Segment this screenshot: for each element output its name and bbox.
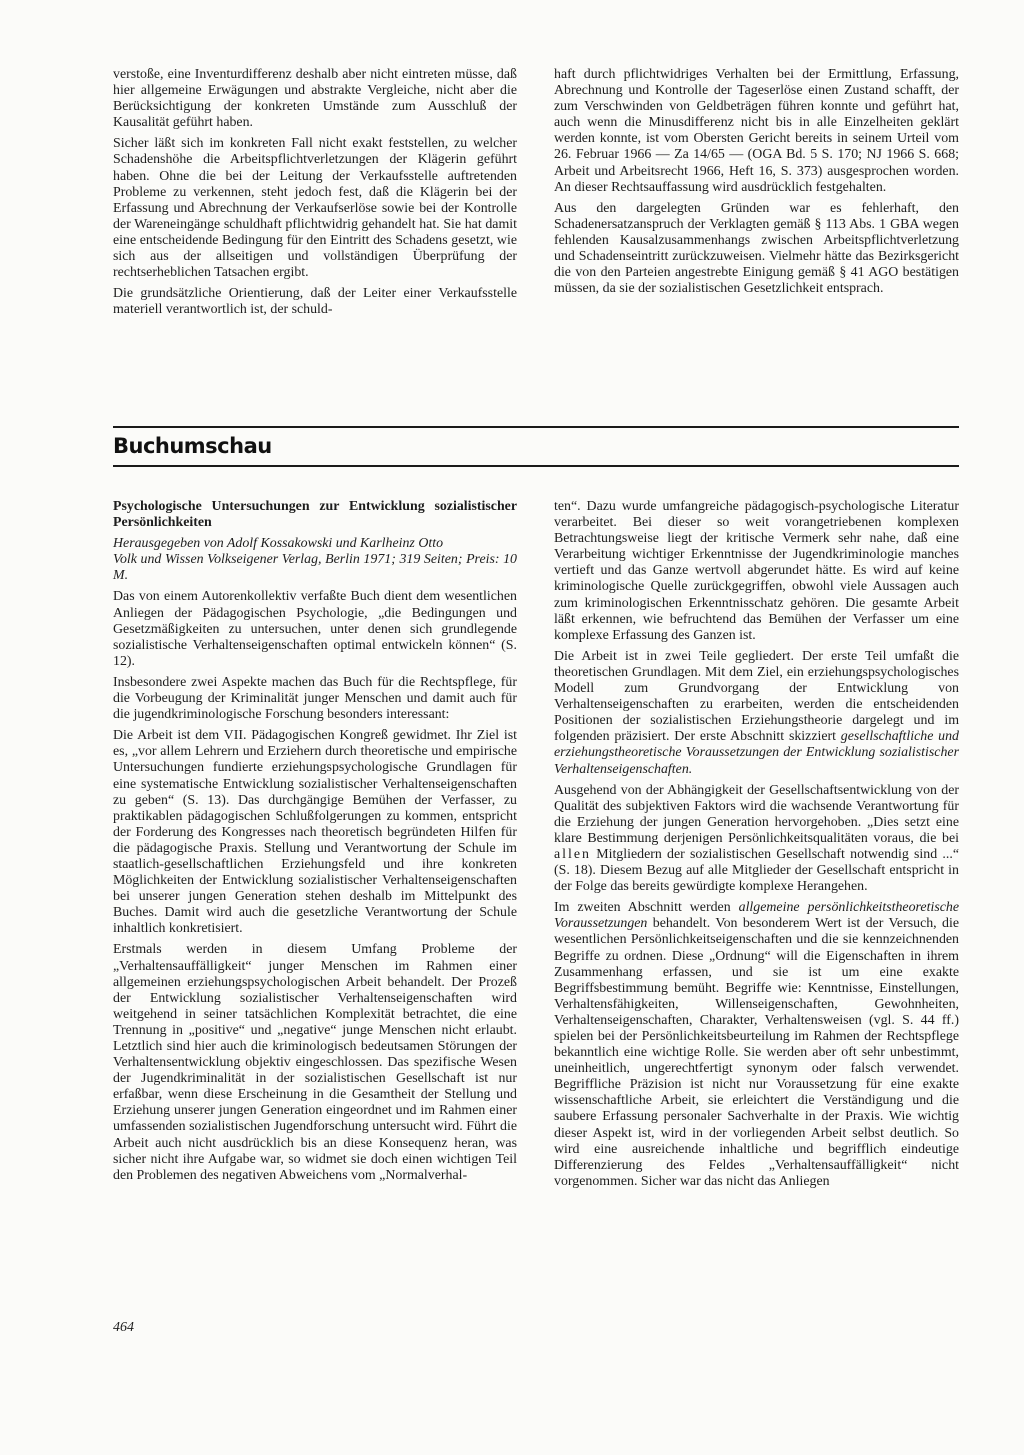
paragraph: Aus den dargelegten Gründen war es fehlerhaft, den Schadenersatzanspruch der Verklagten gemäß § 113 Abs. 1 GBA wegen fehlenden Kausalzusammenhangs zwischen Arbeitspflichtverletzung und Schadenseintritt zurückzuweisen. Vielmehr hätte das Bezirksgericht die von den Parteien angestrebte Einigung gemäß § 41 AGO bestätigen müssen, da sie der sozialistischen Gesetzlichkeit entsprach. (554, 200, 959, 297)
paragraph (554, 783, 959, 896)
paragraph: Die Arbeit ist dem VII. Pädagogischen Kongreß gewidmet. Ihr Ziel ist es, „vor allem Lehrern und Erziehern durch theoretische und empirische Untersuchungen fundierte erziehungspsychologische Grundlagen für eine systematische Entwicklung sozialistischer Verhaltenseigenschaften zu geben“ (S. 13). Das durchgängige Bemühen der Verfasser, zu praktikablen pädagogischen Schlußfolgerungen zu kommen, entspricht der Forderung des Kongresses nach theoretisch begründeten Hilfen für die pädagogische Praxis. Stellung und Verantwortung der Schule im staatlich-gesellschaftlichen Erziehungsfeld und ihre konkreten Möglichkeiten der Entwicklung sozialistischer Verhaltenseigenschaften bei unserer jungen Generation stehen deshalb im Mittelpunkt des Buches. Damit wird auch die gesetzliche Verantwortung der Schule inhaltlich konkretisiert. (113, 728, 517, 937)
emphasis-text: allgemeine persönlichkeitstheoretische Voraussetzungen (554, 900, 959, 932)
section-rule-bottom (113, 465, 959, 467)
paragraph-text: Die Arbeit ist in zwei Teile gegliedert. Der erste Teil umfaßt die theoretischen Grundlagen. Mit dem Ziel, ein erziehungspsychologisches Modell zum Grundvorgang der Entwicklung von Verhaltenseigenschaften zu erarbeiten, werden die entscheidenden Positionen der sozialistischen Erziehungstheorie dargelegt und im folgenden präzisiert. Der erste Abschnitt skizziert (554, 648, 959, 745)
section-heading: Buchumschau (113, 434, 272, 458)
paragraph: Insbesondere zwei Aspekte machen das Buch für die Rechtspflege, für die Vorbeugung der Kriminalität junger Menschen und damit auch für die jugendkriminologische Forschung besonders interessant: (113, 674, 517, 723)
paragraph-text: behandelt. Von besonderem Wert ist der Versuch, die wesentlichen Persönlichkeitseigenschaften und die sie kennzeichnenden Begriffe zu ordnen. Diese „Ordnung“ will die Eigenschaften in ihrem Zusammenhang erfassen, und sie ist um eine exakte Begriffsbestimmung bemüht. Begriffe wie: Kenntnisse, Einstellungen, Verhaltensfähigkeiten, Willenseigenschaften, Gewohnheiten, Verhaltenseigenschaften, Charakter, Verhaltensweisen (vgl. S. 44 ff.) spielen bei der Persönlichkeitsbeurteilung im Rahmen der Rechtspflege bekanntlich eine wichtige Rolle. Sie werden aber oft sehr unbestimmt, uneinheitlich, ungerechtfertigt synonym oder falsch verwendet. Begriffliche Präzision ist nicht nur Voraussetzung für eine exakte wissenschaftliche Arbeit, sie erleichtert die Verständigung und die saubere Erfassung personaler Sachverhalte in der Praxis. Wie wichtig dieser Aspekt ist, wird in der vorliegenden Arbeit selbst deutlich. So wird eine ausreichende inhaltliche und begrifflich eindeutige Differenzierung des Feldes „Verhaltensauffälligkeit“ nicht vorgenommen. Sicher war das nicht das Anliegen (554, 916, 959, 1189)
paragraph: verstoße, eine Inventurdifferenz deshalb aber nicht eintreten müsse, daß hier allgemeine Erwägungen und abstrakte Vergleiche, nicht aber die Berücksichtigung der konkreten Umstände zum Ausschluß der Kausalität geführt haben. (113, 67, 517, 131)
paragraph: Die grundsätzliche Orientierung, daß der Leiter einer Verkaufsstelle materiell verantwortlich ist, der schuld- (113, 286, 517, 318)
paragraph (554, 900, 959, 1190)
book-publisher: Volk und Wissen Volkseigener Verlag, Berlin 1971; 319 Seiten; Preis: 10 M. (113, 552, 517, 584)
top-right-column (554, 67, 959, 302)
paragraph: Erstmals werden in diesem Umfang Probleme der „Verhaltensauffälligkeit“ junger Menschen im Rahmen einer allgemeinen erziehungspsychologischen Arbeit behandelt. Der Prozeß der Entwicklung sozialistischer Verhaltenseigenschaften wird weitgehend in seiner tatsächlichen Komplexität betrachtet, die eine Trennung in „positive“ und „negative“ junge Menschen nicht erlaubt. Letztlich sind hier auch die kriminologisch bedeutsamen Störungen der Verhaltensentwicklung objektiv eingeschlossen. Das spezifische Wesen der Jugendkriminalität in der sozialistischen Gesellschaft ist nur erfaßbar, wenn diese Erscheinung in die Gesamtheit der Stellung und Erziehung unserer jungen Generation eingeordnet und im Rahmen einer umfassenden sozialistischen Jugendforschung untersucht wird. Führt die Arbeit auch nicht ausdrücklich bis an diese Konsequenz heran, was sicher nicht ihre Aufgabe war, so widmet sie doch einen wichtigen Teil den Problemen des negativen Abweichens vom „Normalverhal- (113, 942, 517, 1183)
paragraph-text: Ausgehend von der Abhängigkeit der Gesellschaftsentwicklung von der Qualität des subjektiven Faktors wird die wachsende Verantwortung für die Erziehung der jungen Generation hervorgehoben. „Dies setzt eine klare Bestimmung derjenigen Persönlichkeitsqualitäten voraus, die bei (554, 782, 959, 846)
book-editors: Herausgegeben von Adolf Kossakowski und Karlheinz Otto (113, 536, 444, 552)
review-left-column (113, 499, 517, 1189)
top-left-column (113, 67, 517, 323)
paragraph: haft durch pflichtwidriges Verhalten bei der Ermittlung, Erfassung, Abrechnung und Kontrolle der Tageserlöse einen Zustand schafft, der zum Verschwinden von Geldbeträgen führen konnte und geführt hat, auch wenn die Minusdifferenz nicht bis in alle Einzelheiten geklärt werden konnte, ist vom Obersten Gericht bereits in seinem Urteil vom 26. Februar 1966 — Za 14/65 — (OGA Bd. 5 S. 170; NJ 1966 S. 668; Arbeit und Arbeitsrecht 1966, Heft 16, S. 373) ausgesprochen worden. An dieser Rechtsauffassung wird ausdrücklich festgehalten. (554, 67, 959, 195)
spaced-emphasis-text: allen (554, 846, 591, 862)
paragraph-text: Mitgliedern der sozialistischen Gesellschaft notwendig sind ...“ (S. 18). Diesem Bezug auf alle Mitglieder der Gesellschaft entspricht in der Folge das bereits gewürdigte komplexe Herangehen. (554, 846, 959, 895)
paragraph: ten“. Dazu wurde umfangreiche pädagogisch-psychologische Literatur verarbeitet. Bei dieser so weit vorangetriebenen komplexen Betrachtungsweise liegt der kritische Vermerk sehr nahe, daß eine Verarbeitung wichtiger Erkenntnisse der Jugendkriminologie manches vertieft und das Ganze wertvoll abgerundet hätte. Es wird auf keine kriminologische Quelle zurückgegriffen, obwohl viele Aussagen auch zum kriminologischen Erkenntnisschatz gehören. Die gesamte Arbeit läßt erkennen, wie befruchtend das Bemühen der Verfasser um eine komplexe Erfassung des Ganzen ist. (554, 499, 959, 643)
section-rule-top (113, 426, 959, 428)
paragraph-text: Im zweiten Abschnitt werden (554, 900, 739, 916)
emphasis-text: gesellschaftliche und erziehungstheoretische Voraussetzungen der Entwicklung sozialistischer Verhaltenseigenschaften. (554, 729, 959, 777)
paragraph (554, 649, 959, 778)
paragraph: Das von einem Autorenkollektiv verfaßte Buch dient dem wesentlichen Anliegen der Pädagogischen Psychologie, „die Bedingungen und Gesetzmäßigkeiten zu untersuchen, unter denen sich grundlegende sozialistische Verhaltenseigenschaften optimal entwickeln können“ (S. 12). (113, 589, 517, 669)
paragraph: Sicher läßt sich im konkreten Fall nicht exakt feststellen, zu welcher Schadenshöhe die Arbeitspflichtverletzungen der Klägerin geführt haben. Ohne die bei der Leitung der Verkaufsstelle auftretenden Probleme zu verkennen, steht jedoch fest, daß die Klägerin bei der Erfassung und Abrechnung der Verkaufserlöse sowie bei der Kontrolle der Wareneingänge schuldhaft pflichtwidrig gehandelt hat. Sie hat damit eine entscheidende Bedingung für den Eintritt des Schadens gesetzt, wie sich aus der allseitigen und vollständigen Überprüfung der rechtserheblichen Tatsachen ergibt. (113, 136, 517, 281)
review-right-column (554, 499, 959, 1195)
page-number: 464 (113, 1320, 134, 1335)
book-title: Psychologische Untersuchungen zur Entwicklung sozialistischer Persönlichkeiten (113, 499, 517, 531)
